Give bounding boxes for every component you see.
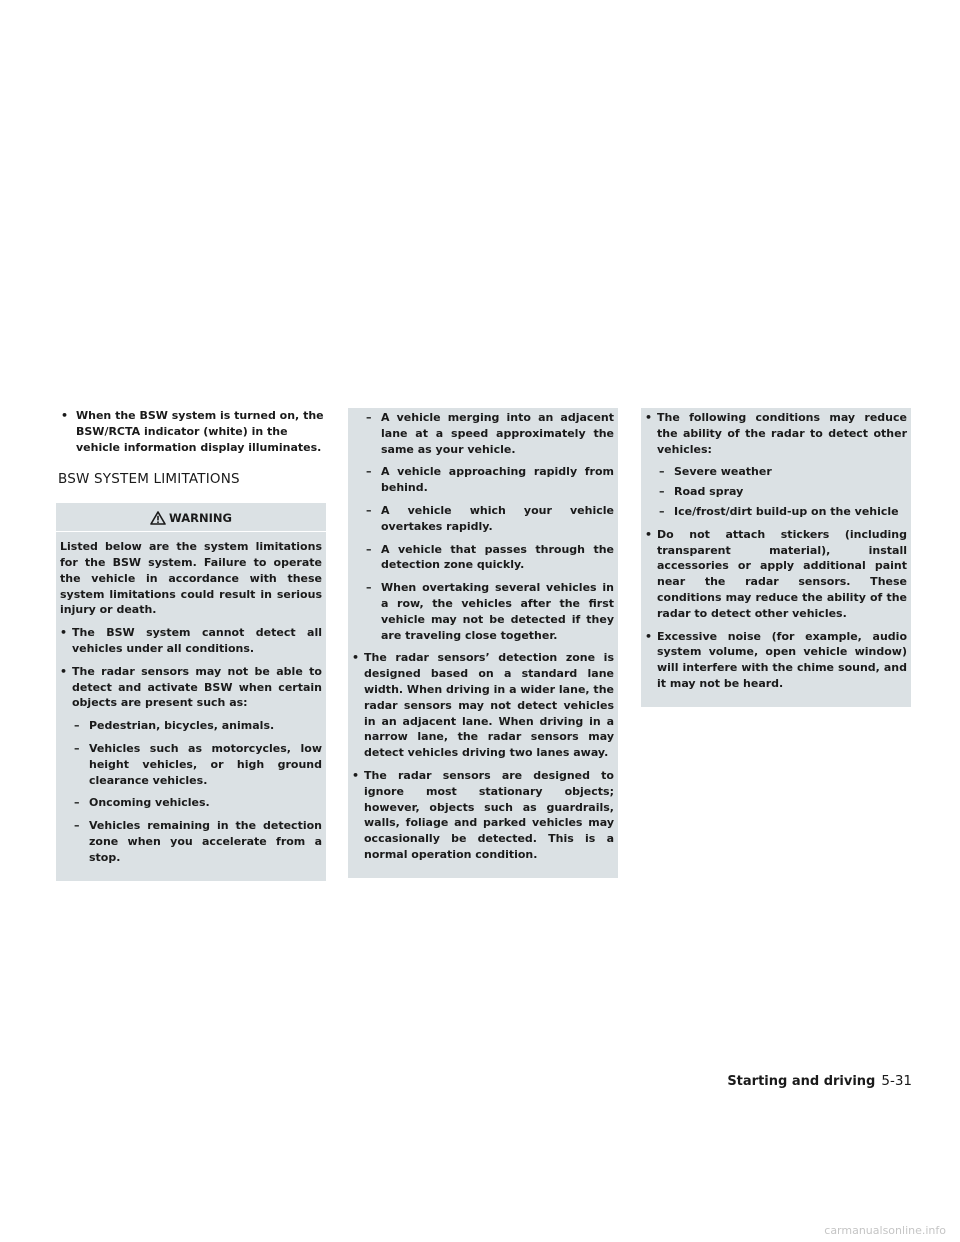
dash-text: Ice/frost/dirt build-up on the vehicle bbox=[674, 504, 899, 518]
dash-mark: – bbox=[366, 465, 372, 479]
warning-dash-item bbox=[645, 504, 907, 520]
dash-text: Vehicles remaining in the detection zone when you accelerate from a stop. bbox=[89, 819, 322, 864]
warning-dash-item bbox=[352, 464, 614, 496]
warning-box bbox=[56, 503, 326, 880]
dash-text: Severe weather bbox=[674, 465, 772, 479]
dash-mark: – bbox=[74, 819, 80, 833]
dash-mark: – bbox=[659, 485, 665, 499]
bullet-text: The radar sensors may not be able to detect and activate BSW when certain objects are present such as: bbox=[72, 664, 322, 710]
dash-mark: – bbox=[659, 504, 665, 518]
column-2 bbox=[348, 408, 618, 878]
warning-box-continued bbox=[348, 408, 618, 878]
warning-triangle-icon bbox=[150, 511, 166, 525]
warning-dash-item bbox=[645, 484, 907, 500]
warning-bullet-4 bbox=[352, 768, 614, 863]
warning-bullet-3 bbox=[352, 650, 614, 761]
warning-dash-item bbox=[60, 718, 322, 734]
warning-dash-item bbox=[352, 580, 614, 643]
dash-text: Vehicles such as motorcycles, low height vehicles, or high ground clearance vehicles. bbox=[89, 741, 322, 787]
dash-text: A vehicle approaching rapidly from behind. bbox=[381, 465, 614, 495]
warning-bullet-7 bbox=[645, 629, 907, 692]
bullet-mark: • bbox=[60, 626, 68, 640]
warning-dash-item bbox=[60, 795, 322, 811]
bullet-text: The BSW system cannot detect all vehicles under all conditions. bbox=[72, 626, 322, 655]
bullet-text: Do not attach stickers (including transparent material), install accessories or apply additional paint near the radar sensors. These conditions may reduce the ability of the radar to detect other vehicles. bbox=[657, 527, 907, 620]
page-footer bbox=[727, 1073, 912, 1089]
dash-text: Pedestrian, bicycles, animals. bbox=[89, 719, 275, 733]
bullet-text: The radar sensors are designed to ignore most stationary objects; however, objects such as guardrails, walls, foliage and parked vehicles may occasionally be detected. This is a normal operation condition. bbox=[364, 768, 614, 861]
bullet-mark: • bbox=[61, 409, 69, 422]
bullet-mark: • bbox=[645, 527, 653, 541]
dash-text: A vehicle merging into an adjacent lane at a speed approximately the same as your vehicle. bbox=[381, 411, 614, 456]
warning-bullet-5 bbox=[645, 410, 907, 457]
bullet-mark: • bbox=[352, 768, 360, 782]
page-number: 5-31 bbox=[881, 1073, 912, 1089]
dash-text: A vehicle which your vehicle overtakes rapidly. bbox=[381, 503, 614, 533]
bullet-text: The radar sensors’ detection zone is designed based on a standard lane width. When driving in a wider lane, the radar sensors may not detect vehicles in an adjacent lane. When driving in a narrow lane, the radar sensors may detect vehicles driving two lanes away. bbox=[364, 651, 614, 760]
intro-bullet bbox=[56, 408, 326, 455]
dash-text: Oncoming vehicles. bbox=[89, 796, 210, 810]
dash-mark: – bbox=[366, 581, 372, 595]
column-1 bbox=[56, 408, 326, 881]
dash-text: A vehicle that passes through the detection zone quickly. bbox=[381, 542, 614, 572]
dash-mark: – bbox=[74, 741, 80, 755]
section-heading: BSW SYSTEM LIMITATIONS bbox=[58, 471, 240, 488]
bullet-mark: • bbox=[645, 629, 653, 643]
warning-dash-item bbox=[60, 818, 322, 865]
dash-mark: – bbox=[366, 503, 372, 517]
bullet-text: The following conditions may reduce the ability of the radar to detect other vehicles: bbox=[657, 411, 907, 456]
warning-dash-item bbox=[645, 464, 907, 480]
dash-mark: – bbox=[659, 465, 665, 479]
bullet-text: Excessive noise (for example, audio system volume, open vehicle window) will interfere with the chime sound, and it may not be heard. bbox=[657, 629, 907, 690]
warning-header bbox=[60, 509, 322, 531]
warning-box-continued bbox=[641, 408, 911, 707]
dash-mark: – bbox=[366, 542, 372, 556]
warning-lead: Listed below are the system limitations for the BSW system. Failure to operate the vehicle in accordance with these system limitations could result in serious injury or death. bbox=[60, 540, 322, 617]
warning-dash-item bbox=[352, 542, 614, 574]
bullet-mark: • bbox=[352, 651, 360, 665]
warning-bullet-6 bbox=[645, 527, 907, 622]
warning-dash-item bbox=[352, 503, 614, 535]
dash-mark: – bbox=[74, 719, 80, 733]
dash-text: When overtaking several vehicles in a row, the vehicles after the first vehicle may not be detected if they are traveling close together. bbox=[381, 581, 614, 642]
column-3 bbox=[641, 408, 911, 707]
bullet-mark: • bbox=[645, 411, 653, 424]
dash-mark: – bbox=[366, 411, 372, 424]
dash-text: Road spray bbox=[674, 485, 744, 499]
bullet-mark: • bbox=[60, 664, 68, 678]
warning-bullet-1 bbox=[60, 625, 322, 657]
dash-mark: – bbox=[74, 796, 80, 810]
warning-dash-item bbox=[352, 410, 614, 457]
intro-text: When the BSW system is turned on, the BSW/RCTA indicator (white) in the vehicle information display illuminates. bbox=[76, 409, 324, 454]
warning-dash-item bbox=[60, 741, 322, 788]
warning-bullet-2 bbox=[60, 664, 322, 711]
warning-divider bbox=[56, 531, 326, 532]
warning-title: WARNING bbox=[169, 511, 232, 526]
footer-section-title: Starting and driving bbox=[727, 1074, 876, 1089]
watermark: carmanualsonline.info bbox=[824, 1224, 946, 1237]
